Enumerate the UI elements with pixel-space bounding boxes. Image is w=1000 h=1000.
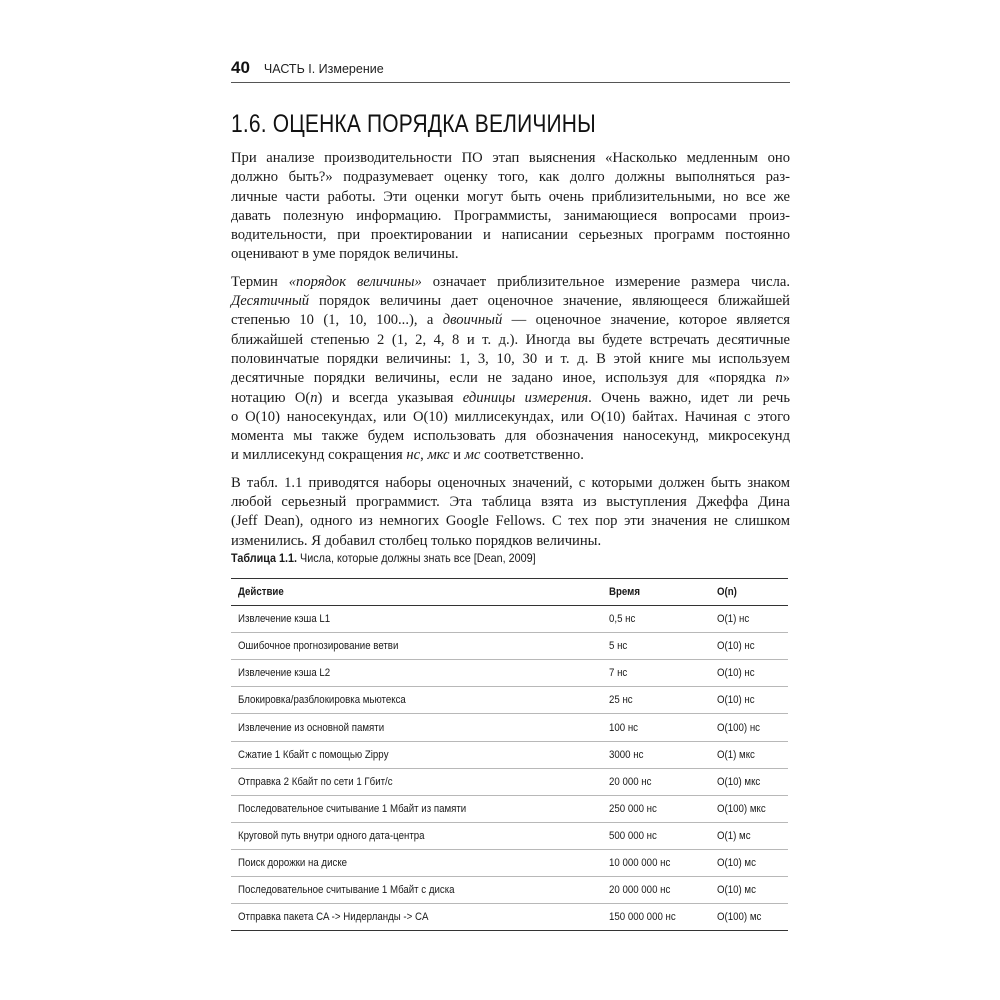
text-run: и [449,447,465,464]
text-line: должно быть?» подразумевает оценку того, как долго должны выполняться раз- [231,169,790,186]
cell-text: O(10) нс [717,694,755,707]
table-row [231,795,788,822]
term-emphasis: мкс [427,447,450,464]
text-line: оценивают в уме порядок величины. [231,246,459,263]
cell-text: Извлечение из основной памяти [238,721,385,734]
cell-text: 20 000 000 нс [609,884,671,897]
table-row [231,849,788,876]
cell-text: 500 000 нс [609,829,657,842]
running-header [231,58,790,80]
term-emphasis: Десятичный [231,293,310,310]
header-text: O(n) [717,586,737,599]
body-text [231,149,790,559]
cell-action [231,633,602,660]
cell-text: O(100) мс [717,911,762,924]
cell-time [602,904,710,931]
table-caption [231,551,735,565]
table-caption-label: Таблица 1.1. [231,551,298,565]
cell-order [710,877,788,904]
cell-action [231,849,602,876]
cell-text: Извлечение кэша L1 [238,613,331,626]
table-row [231,714,788,741]
text-run: соответственно. [480,447,584,464]
cell-text: 0,5 нс [609,613,636,626]
cell-action [231,795,602,822]
paragraph-3 [231,474,790,551]
cell-action [231,904,602,931]
cell-text: O(10) мс [717,884,756,897]
term-emphasis: двоичный [442,312,503,329]
text-run: ) и всегда указывая [317,389,463,406]
text-run: означает приблизительное измерение размера числа. [421,273,790,290]
text-line: личные части работы. Эти оценки могут быть очень приблизительными, но все же [231,188,790,205]
cell-order [710,795,788,822]
table-row [231,741,788,768]
cell-order [710,822,788,849]
text-line [231,369,790,388]
cell-text: O(10) нс [717,667,755,680]
table-row [231,687,788,714]
term-emphasis: n [775,370,783,387]
text-line [231,292,790,311]
cell-action [231,822,602,849]
cell-text: O(1) нс [717,613,750,626]
text-line [231,446,790,465]
cell-text: O(10) нс [717,640,755,653]
cell-time [602,877,710,904]
table-row [231,877,788,904]
cell-order [710,714,788,741]
cell-order [710,849,788,876]
table-row [231,606,788,633]
cell-time [602,606,710,633]
header-text: Время [609,586,640,599]
text-line: любой серьезный программист. Эта таблица взята из выступления Джеффа Дина [231,494,790,511]
text-run: . Очень важно, идет ли речь [588,389,790,406]
cell-order [710,687,788,714]
text-run: нотацию O( [231,389,311,406]
cell-time [602,768,710,795]
text-run: порядок величины дает оценочное значение, являющееся ближайшей [309,293,790,310]
cell-time [602,795,710,822]
text-run: и миллисекунд сокращения [231,447,407,464]
page-number: 40 [231,58,250,77]
text-line: изменились. Я добавил столбец только порядков величины. [231,532,602,549]
cell-order [710,633,788,660]
text-line [231,389,790,408]
cell-time [602,687,710,714]
paragraph-1 [231,149,790,265]
table-row [231,822,788,849]
cell-time [602,822,710,849]
text-run: — оценочное значение, которое является [502,312,790,329]
cell-text: 20 000 нс [609,775,652,788]
text-run: » [782,370,790,387]
table-header-row [231,579,788,606]
table-row [231,768,788,795]
term-emphasis: единицы измерения [462,389,589,406]
cell-action [231,660,602,687]
cell-text: Извлечение кэша L2 [238,667,331,680]
cell-action [231,768,602,795]
cell-text: 100 нс [609,721,639,734]
table-row [231,633,788,660]
text-line: ближайшей степенью 2 (1, 2, 4, 8 и т. д.). Иногда вы будете встречать десятичные [231,331,790,348]
column-header-action [231,579,602,606]
text-run: Термин [231,273,289,290]
text-line: (Jeff Dean), одного из немногих Google Fellows. С тех пор эти значения не слишком [231,513,790,530]
cell-text: Последовательное считывание 1 Мбайт с диска [238,884,455,897]
cell-time [602,660,710,687]
cell-action [231,687,602,714]
term-emphasis: нс [406,447,421,464]
cell-text: 5 нс [609,640,628,653]
cell-text: 7 нс [609,667,628,680]
cell-action [231,741,602,768]
text-line: о O(10) наносекундах, или O(10) миллисекундах, или O(10) байтах. Начиная с этого [231,408,790,425]
cell-text: Последовательное считывание 1 Мбайт из памяти [238,802,467,815]
cell-text: Поиск дорожки на диске [238,856,348,869]
cell-text: Круговой путь внутри одного дата-центра [238,829,425,842]
term-emphasis: n [310,389,318,406]
latency-table [231,578,788,931]
cell-text: Ошибочное прогнозирование ветви [238,640,399,653]
term-emphasis: мс [464,447,481,464]
cell-order [710,660,788,687]
cell-text: O(10) мс [717,856,756,869]
text-line: половинчатые порядки величины: 1, 3, 10, 30 и т. д. В этой книге мы используем [231,350,790,367]
cell-order [710,741,788,768]
cell-text: O(100) нс [717,721,761,734]
text-run: степенью 10 (1, 10, 100...), а [231,312,443,329]
cell-time [602,633,710,660]
cell-time [602,741,710,768]
cell-text: 25 нс [609,694,633,707]
text-line: При анализе производительности ПО этап выяснения «Насколько медленным оно [231,150,790,166]
text-line: водительности, при проектировании и написании серьезных программ постоянно [231,227,790,244]
term-emphasis: «порядок величины» [288,273,422,290]
column-header-time [602,579,710,606]
text-run: , [420,447,428,464]
header-rule [231,82,790,83]
cell-action [231,877,602,904]
text-line [231,311,790,330]
section-heading: 1.6. ОЦЕНКА ПОРЯДКА ВЕЛИЧИНЫ [231,110,596,138]
cell-text: O(1) мс [717,829,751,842]
cell-text: Сжатие 1 Кбайт с помощью Zippy [238,748,389,761]
cell-time [602,714,710,741]
table-caption-text: Числа, которые должны знать все [Dean, 2009] [297,551,536,565]
text-line: давать полезную информацию. Программисты, занимающиеся вопросами произ- [231,207,790,224]
cell-text: 250 000 нс [609,802,657,815]
cell-text: Отправка пакета CA -> Нидерланды -> CA [238,911,429,924]
cell-text: O(100) мкс [717,802,766,815]
text-run: десятичные порядки величины, если не задано иное, используя для «порядка [231,370,776,387]
cell-text: 10 000 000 нс [609,856,671,869]
cell-action [231,606,602,633]
cell-action [231,714,602,741]
table-row [231,660,788,687]
text-line: В табл. 1.1 приводятся наборы оценочных значений, с которыми должен быть знаком [231,474,790,491]
running-title: ЧАСТЬ I. Измерение [263,62,384,76]
cell-text: O(1) мкс [717,748,755,761]
column-header-order [710,579,788,606]
cell-text: Отправка 2 Кбайт по сети 1 Гбит/с [238,775,393,788]
text-line: момента мы также будем использовать для обозначения наносекунд, микросекунд [231,428,790,445]
text-line [231,273,790,292]
table-row [231,904,788,931]
cell-text: O(10) мкс [717,775,761,788]
cell-time [602,849,710,876]
cell-text: Блокировка/разблокировка мьютекса [238,694,406,707]
paragraph-2 [231,273,790,466]
cell-order [710,606,788,633]
cell-text: 3000 нс [609,748,644,761]
header-text: Действие [238,586,284,599]
cell-order [710,768,788,795]
cell-text: 150 000 000 нс [609,911,676,924]
cell-order [710,904,788,931]
